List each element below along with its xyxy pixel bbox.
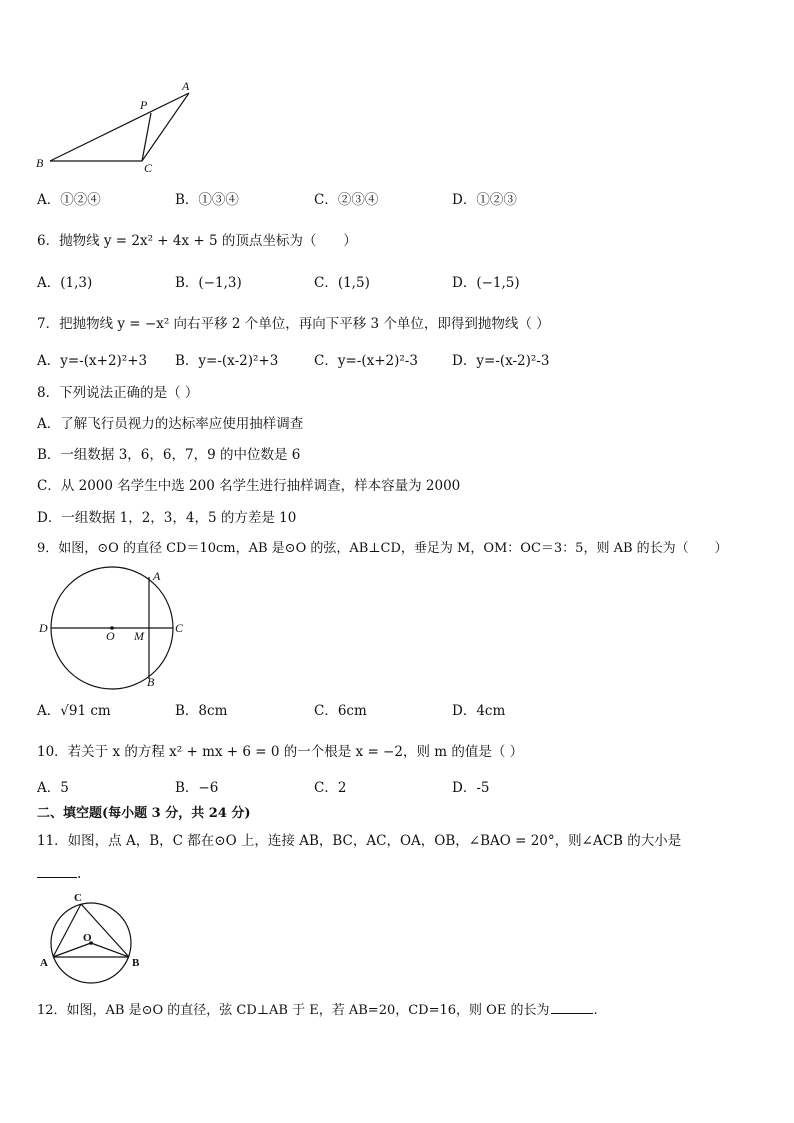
q10-stem: 10．若关于 x 的方程 x² + mx + 6 = 0 的一个根是 x = −2，则 m 的值是（ ）: [37, 744, 524, 760]
label-c: C: [144, 161, 153, 175]
label-o: O: [106, 629, 115, 643]
q9-option-a[interactable]: A．√91 cm: [37, 703, 111, 719]
label-b: B: [147, 675, 155, 689]
q8-option-a[interactable]: A．了解飞行员视力的达标率应使用抽样调查: [37, 416, 304, 432]
q7-stem: 7．把抛物线 y = −x² 向右平移 2 个单位，再向下平移 3 个单位，即得到抛物线（ ）: [37, 316, 550, 332]
triangle-figure: [34, 78, 204, 178]
q7-option-c[interactable]: C．y=-(x+2)²-3: [314, 353, 418, 369]
label-d: D: [39, 621, 48, 635]
q12-stem-line: [37, 998, 598, 1021]
label-a: A: [40, 957, 48, 969]
q8-stem: 8．下列说法正确的是（ ）: [37, 385, 199, 401]
label-o: O: [83, 932, 92, 944]
q9-option-b[interactable]: B．8cm: [175, 703, 228, 719]
q6-option-c[interactable]: C．(1,5): [314, 275, 370, 291]
q8-option-b[interactable]: B．一组数据 3，6，6，7，9 的中位数是 6: [37, 447, 301, 463]
q12-tail: .: [593, 1003, 598, 1018]
q12-answer-blank[interactable]: [551, 998, 593, 1014]
q5-option-b[interactable]: B．①③④: [175, 192, 239, 208]
q5-option-c[interactable]: C．②③④: [314, 192, 379, 208]
q10-option-d[interactable]: D．-5: [452, 780, 490, 796]
q7-option-a[interactable]: A．y=-(x+2)²+3: [37, 353, 148, 369]
label-b: B: [132, 957, 140, 969]
q6-option-a[interactable]: A．(1,3): [37, 275, 93, 291]
q6-option-d[interactable]: D．(−1,5): [452, 275, 520, 291]
label-a: A: [153, 569, 161, 583]
q9-stem: 9．如图，⊙O 的直径 CD＝10cm，AB 是⊙O 的弦，AB⊥CD，垂足为 M，OM：OC＝3：5，则 AB 的长为（ ）: [37, 541, 728, 556]
q6-option-b[interactable]: B．(−1,3): [175, 275, 242, 291]
label-a: A: [182, 79, 190, 93]
q8-option-d[interactable]: D．一组数据 1，2，3，4，5 的方差是 10: [37, 510, 297, 526]
circle-diameter-figure: [36, 565, 196, 695]
q7-option-d[interactable]: D．y=-(x-2)²-3: [452, 353, 550, 369]
q12-stem: 12．如图，AB 是⊙O 的直径，弦 CD⊥AB 于 E，若 AB=20，CD=16，则 OE 的长为: [37, 1003, 550, 1018]
label-c: C: [175, 621, 184, 635]
label-c: C: [74, 892, 82, 904]
section-heading: 二、填空题(每小题 3 分，共 24 分): [37, 806, 251, 821]
q10-option-a[interactable]: A．5: [37, 780, 69, 796]
label-b: B: [36, 156, 44, 170]
q11-tail: .: [77, 866, 82, 882]
q6-stem: 6．抛物线 y = 2x² + 4x + 5 的顶点坐标为（ ）: [37, 233, 357, 249]
q8-option-c[interactable]: C．从 2000 名学生中选 200 名学生进行抽样调查，样本容量为 2000: [37, 478, 461, 494]
q11-answer-line[interactable]: [37, 862, 81, 884]
q10-option-c[interactable]: C．2: [314, 780, 347, 796]
inscribed-triangle-figure: [36, 886, 151, 996]
q5-option-a[interactable]: A．①②④: [37, 192, 101, 208]
q7-option-b[interactable]: B．y=-(x-2)²+3: [175, 353, 279, 369]
label-p: P: [140, 98, 148, 112]
q10-option-b[interactable]: B．−6: [175, 780, 219, 796]
q11-stem: 11．如图，点 A，B，C 都在⊙O 上，连接 AB，BC，AC，OA，OB，∠BAO = 20°，则∠ACB 的大小是: [37, 833, 682, 849]
q9-option-d[interactable]: D．4cm: [452, 703, 506, 719]
q9-option-c[interactable]: C．6cm: [314, 703, 367, 719]
q5-option-d[interactable]: D．①②③: [452, 192, 517, 208]
label-m: M: [134, 629, 144, 643]
